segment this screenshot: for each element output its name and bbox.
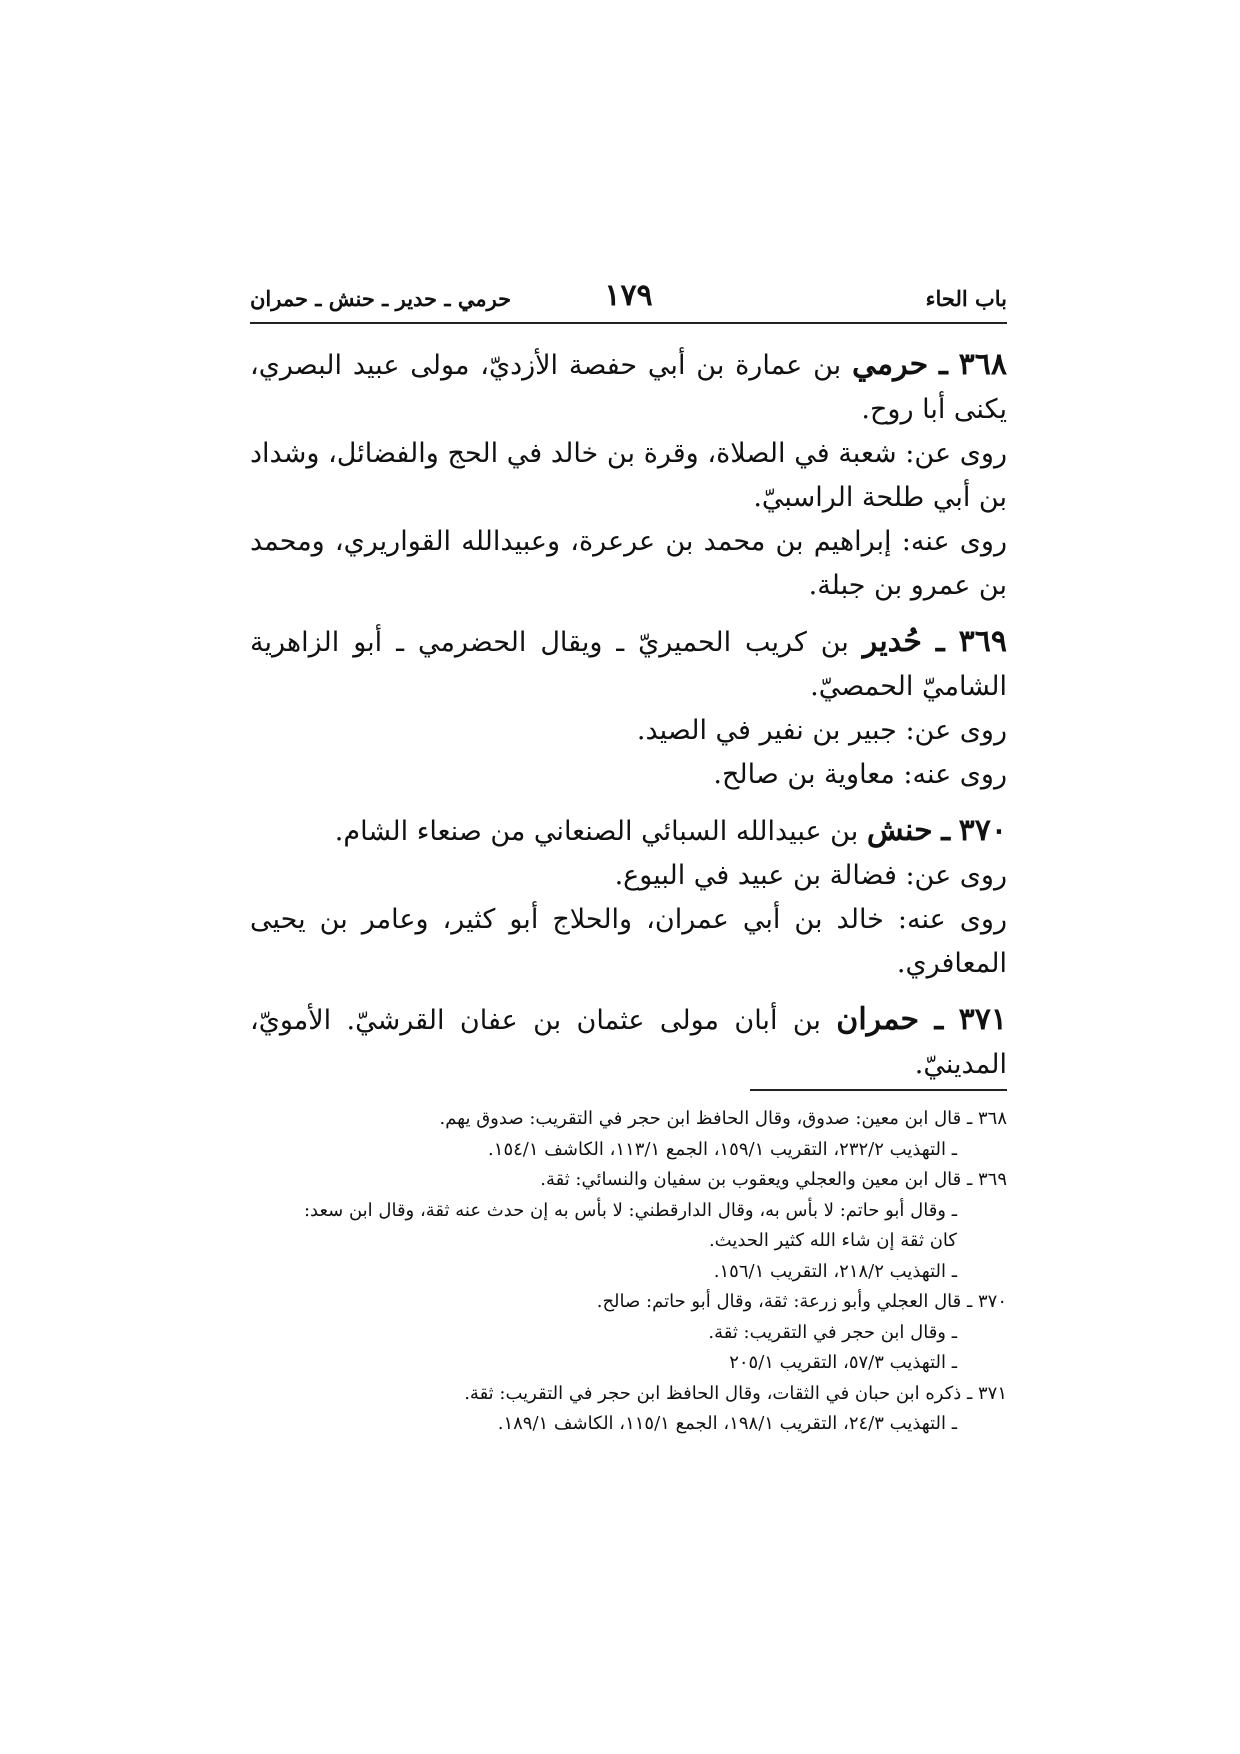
narrated-from: روى عن: شعبة في الصلاة، وقرة بن خالد في الحج والفضائل، وشداد بن أبي طلحة الراسبيّ. <box>250 438 1007 513</box>
footnote-line: ـ وقال ابن حجر في التقريب: ثقة. <box>708 1321 957 1343</box>
footnote-line: ـ التهذيب ٢٤/٣، التقريب ١٩٨/١، الجمع ١١٥/١، الكاشف ١٨٩/١. <box>497 1413 957 1434</box>
entry-dash: ـ <box>934 1002 944 1037</box>
footnote-line: ـ وقال أبو حاتم: لا بأس به، وقال الدارقطني: لا بأس به إن حدث عنه ثقة، وقال ابن سعد: <box>303 1199 957 1221</box>
narrated-by: روى عنه: خالد بن أبي عمران، والحلاج أبو كثير، وعامر بن يحيى المعافري. <box>250 904 1007 979</box>
entry-368 <box>250 343 1007 608</box>
entry-number: ٣٧١ <box>958 1002 1008 1037</box>
entry-dash: ـ <box>939 347 948 382</box>
footnote-line: كان ثقة إن شاء الله كثير الحديث. <box>708 1230 957 1251</box>
header-rule <box>250 322 1007 324</box>
entry-heading <box>250 809 1007 854</box>
footnote-line: ٣٧١ ـ ذكره ابن حبان في الثقات، وقال الحافظ ابن حجر في التقريب: ثقة. <box>464 1382 1007 1404</box>
narrator-intro: بن عمارة بن أبي حفصة الأزديّ، مولى عبيد البصري، يكنى أبا روح. <box>250 350 1007 425</box>
footnote-line: ـ التهذيب ٢٣٢/٢، التقريب ١٥٩/١، الجمع ١١٣/١، الكاشف ١٥٤/١. <box>488 1138 957 1160</box>
chapter-title: باب الحاء <box>925 286 1007 311</box>
narrator-intro: بن كريب الحميريّ ـ ويقال الحضرمي ـ أبو الزاهرية الشاميّ الحمصيّ. <box>250 627 1007 702</box>
footnote-line: ٣٦٩ ـ قال ابن معين والعجلي ويعقوب بن سفيان والنسائي: ثقة. <box>540 1169 1007 1190</box>
entry-number: ٣٦٩ <box>958 624 1008 659</box>
main-text <box>250 343 1007 1087</box>
narrated-by: روى عنه: معاوية بن صالح. <box>713 759 1007 790</box>
section-names: حرمي ـ حدير ـ حنش ـ حمران <box>250 286 512 311</box>
entry-369 <box>250 620 1007 797</box>
footnote-line: ٣٦٨ ـ قال ابن معين: صدوق، وقال الحافظ ابن حجر في التقريب: صدوق يهم. <box>439 1108 1007 1129</box>
entry-number: ٣٧٠ <box>958 813 1007 848</box>
entry-dash: ـ <box>941 813 951 848</box>
narrator-name: حُدير <box>862 624 922 659</box>
entry-371 <box>250 998 1007 1087</box>
narrator-name: حرمي <box>852 347 929 382</box>
footnote-rule <box>750 1089 1007 1091</box>
footnote-line: ـ التهذيب ٥٧/٣، التقريب ٢٠٥/١ <box>729 1352 957 1373</box>
running-header <box>250 278 1007 318</box>
entry-heading <box>250 343 1007 432</box>
narrator-intro: بن أبان مولى عثمان بن عفان القرشيّ. الأمويّ، المدينيّ. <box>250 1005 1007 1080</box>
footnotes <box>250 1104 1007 1440</box>
narrator-name: حنش <box>866 813 933 848</box>
entry-heading <box>250 998 1007 1087</box>
entry-dash: ـ <box>935 624 945 659</box>
entry-heading <box>250 620 1007 709</box>
narrated-by: روى عنه: إبراهيم بن محمد بن عرعرة، وعبيدالله القواريري، ومحمد بن عمرو بن جبلة. <box>250 526 1007 601</box>
narrated-from: روى عن: فضالة بن عبيد في البيوع. <box>614 860 1007 891</box>
footnote-line: ٣٧٠ ـ قال العجلي وأبو زرعة: ثقة، وقال أبو حاتم: صالح. <box>596 1291 1007 1312</box>
narrated-from: روى عن: جبير بن نفير في الصيد. <box>636 715 1007 746</box>
footnote-line: ـ التهذيب ٢١٨/٢، التقريب ١٥٦/١. <box>713 1260 957 1282</box>
entry-number: ٣٦٨ <box>958 347 1007 382</box>
entry-370 <box>250 809 1007 986</box>
narrator-name: حمران <box>836 1002 920 1037</box>
page-number: ١٧٩ <box>604 278 653 313</box>
narrator-intro: بن عبيدالله السبائي الصنعاني من صنعاء الشام. <box>334 816 867 847</box>
